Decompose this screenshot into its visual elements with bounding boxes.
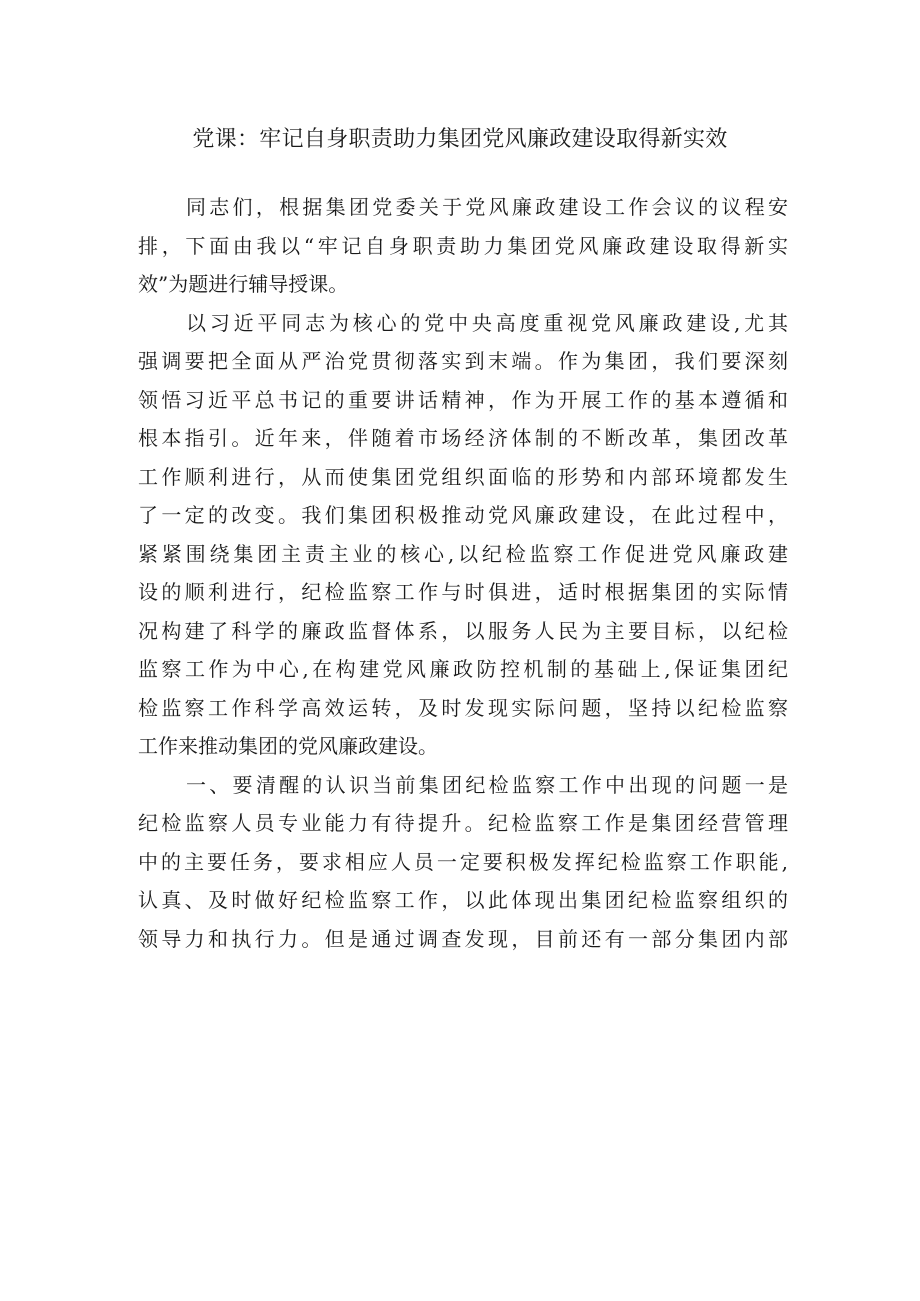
text-line: 认真、及时做好纪检监察工作，以此体现出集团纪检监察组织的 — [138, 888, 788, 912]
text-line: 以习近平同志为核心的党中央高度重视党风廉政建设,尤其 — [186, 310, 788, 335]
text-line: 效”为题进行辅导授课。 — [138, 272, 349, 296]
text-line: 紧紧围绕集团主责主业的核心,以纪检监察工作促进党风廉政建 — [138, 541, 788, 566]
paragraph-2 — [138, 304, 788, 766]
text-line: 工作顺利进行，从而使集团党组织面临的形势和内部环境都发生 — [138, 464, 788, 489]
document-body — [138, 188, 788, 958]
text-line: 领导力和执行力。但是通过调查发现，目前还有一部分集团内部 — [138, 926, 788, 951]
text-line: 检监察工作科学高效运转，及时发现实际问题，坚持以纪检监察 — [138, 695, 788, 720]
text-line: 领悟习近平总书记的重要讲话精神，作为开展工作的基本遵循和 — [138, 387, 788, 412]
text-line: 根本指引。近年来，伴随着市场经济体制的不断改革，集团改革 — [138, 426, 788, 450]
paragraph-3 — [138, 766, 788, 959]
text-line: 况构建了科学的廉政监督体系，以服务人民为主要目标，以纪检 — [138, 618, 788, 643]
text-line: 一、要清醒的认识当前集团纪检监察工作中出现的问题一是 — [186, 772, 788, 797]
text-line: 纪检监察人员专业能力有待提升。纪检监察工作是集团经营管理 — [138, 811, 788, 835]
paragraph-1 — [138, 188, 788, 304]
text-line: 强调要把全面从严治党贯彻落实到末端。作为集团，我们要深刻 — [138, 349, 788, 373]
text-line: 工作来推动集团的党风廉政建设。 — [138, 734, 438, 758]
text-line: 监察工作为中心,在构建党风廉政防控机制的基础上,保证集团纪 — [138, 657, 788, 681]
document-title: 党课：牢记自身职责助力集团党风廉政建设取得新实效 — [192, 127, 728, 152]
text-line: 中的主要任务，要求相应人员一定要积极发挥纪检监察工作职能, — [138, 849, 788, 874]
text-line: 排，下面由我以“牢记自身职责助力集团党风廉政建设取得新实 — [138, 233, 788, 258]
text-line: 设的顺利进行，纪检监察工作与时俱进，适时根据集团的实际情 — [138, 580, 788, 604]
text-line: 同志们，根据集团党委关于党风廉政建设工作会议的议程安 — [186, 195, 788, 219]
text-line: 了一定的改变。我们集团积极推动党风廉政建设，在此过程中， — [138, 503, 788, 527]
